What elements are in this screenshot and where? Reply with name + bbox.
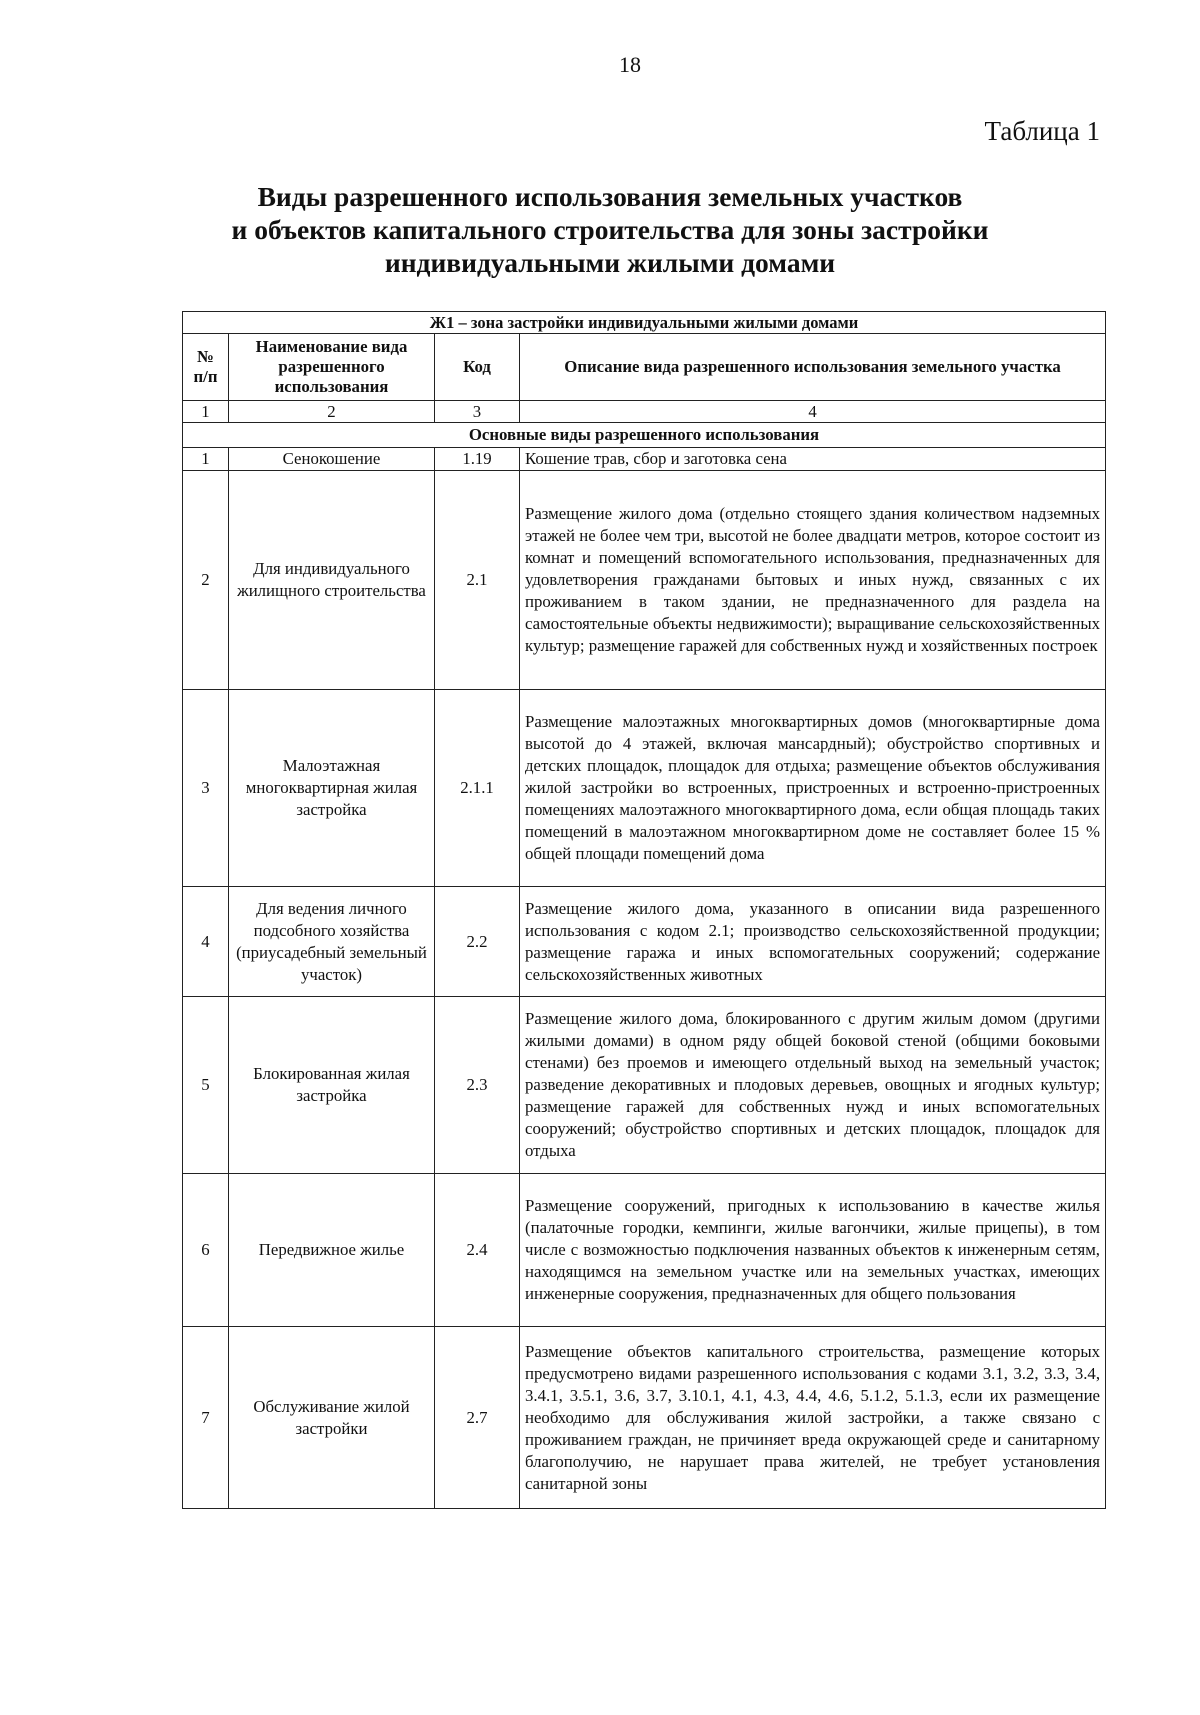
title-line: Виды разрешенного использования земельных участков xyxy=(257,181,963,212)
row-code: 2.1.1 xyxy=(435,690,520,887)
table-label: Таблица 1 xyxy=(984,116,1100,146)
title-line: и объектов капитального строительства для зоны застройки xyxy=(231,214,989,245)
page-number: 18 xyxy=(619,52,641,77)
row-description: Размещение малоэтажных многоквартирных домов (многоквартирные дома высотой до 4 этажей, включая мансардный); обустройство спортивных и детских площадок, площадок для отдыха; размещение объектов обслуживания жилой застройки во встроенных, пристроенных и встроенно-пристроенных помещениях малоэтажного многоквартирного дома, если общая площадь таких помещений в малоэтажном многоквартирном доме не составляет более 15 % общей площади помещений дома xyxy=(520,690,1106,887)
row-description: Размещение объектов капитального строительства, размещение которых предусмотрено видами разрешенного использования с кодами 3.1, 3.2, 3.3, 3.4, 3.4.1, 3.5.1, 3.6, 3.7, 3.10.1, 4.1, 4.3, 4.4, 4.6, 5.1.2, 5.1.3, если их размещение необходимо для обслуживания жилой застройки, а также связано с проживанием граждан, не причиняет вреда окружающей среде и санитарному благополучию, не нарушает права жителей, не требует установления санитарной зоны xyxy=(520,1327,1106,1509)
column-number: 4 xyxy=(520,401,1106,423)
row-name: Передвижное жилье xyxy=(229,1174,435,1327)
title-line: индивидуальными жилыми домами xyxy=(384,247,836,278)
column-header-row xyxy=(183,334,1106,401)
row-description: Размещение сооружений, пригодных к использованию в качестве жилья (палаточные городки, кемпинги, жилые вагончики, жилые прицепы), в том числе с возможностью подключения названных объектов к инженерным сетям, находящимся на земельном участке или на земельных участках, имеющих инженерные сооружения, предназначенных для общего пользования xyxy=(520,1174,1106,1327)
land-use-table xyxy=(182,311,1106,1509)
row-num: 6 xyxy=(183,1174,229,1327)
column-number: 2 xyxy=(229,401,435,423)
row-num: 5 xyxy=(183,997,229,1174)
section-title: Основные виды разрешенного использования xyxy=(183,423,1106,448)
row-description: Кошение трав, сбор и заготовка сена xyxy=(520,448,1106,471)
table-row xyxy=(183,1174,1106,1327)
table-row xyxy=(183,997,1106,1174)
header-code: Код xyxy=(435,334,520,401)
table-row xyxy=(183,690,1106,887)
zone-header-row xyxy=(183,312,1106,334)
row-description: Размещение жилого дома, указанного в описании вида разрешенного использования с кодом 2.1; производство сельскохозяйственной продукции; размещение гаража и иных вспомогательных сооружений; содержание сельскохозяйственных животных xyxy=(520,887,1106,997)
row-name: Сенокошение xyxy=(229,448,435,471)
document-title xyxy=(150,180,1070,279)
section-row xyxy=(183,423,1106,448)
row-num: 7 xyxy=(183,1327,229,1509)
header-num: № п/п xyxy=(183,334,229,401)
row-code: 2.3 xyxy=(435,997,520,1174)
row-description: Размещение жилого дома (отдельно стоящего здания количеством надземных этажей не более чем три, высотой не более двадцати метров, которое состоит из комнат и помещений вспомогательного использования, предназначенных для удовлетворения гражданами бытовых и иных нужд, связанных с их проживанием в таком здании, не предназначенного для раздела на самостоятельные объекты недвижимости); выращивание сельскохозяйственных культур; размещение гаражей для собственных нужд и хозяйственных построек xyxy=(520,471,1106,690)
table-row xyxy=(183,448,1106,471)
column-number: 3 xyxy=(435,401,520,423)
row-num: 4 xyxy=(183,887,229,997)
table-row xyxy=(183,1327,1106,1509)
row-name: Обслуживание жилой застройки xyxy=(229,1327,435,1509)
row-code: 2.2 xyxy=(435,887,520,997)
row-code: 2.4 xyxy=(435,1174,520,1327)
row-code: 2.1 xyxy=(435,471,520,690)
row-code: 1.19 xyxy=(435,448,520,471)
table-row xyxy=(183,471,1106,690)
header-description: Описание вида разрешенного использования земельного участка xyxy=(520,334,1106,401)
row-name: Малоэтажная многоквартирная жилая застройка xyxy=(229,690,435,887)
row-name: Для ведения личного подсобного хозяйства (приусадебный земельный участок) xyxy=(229,887,435,997)
row-code: 2.7 xyxy=(435,1327,520,1509)
column-number: 1 xyxy=(183,401,229,423)
header-name: Наименование вида разрешенного использования xyxy=(229,334,435,401)
row-num: 3 xyxy=(183,690,229,887)
row-num: 2 xyxy=(183,471,229,690)
zone-header: Ж1 – зона застройки индивидуальными жилыми домами xyxy=(183,312,1106,334)
row-description: Размещение жилого дома, блокированного с другим жилым домом (другими жилыми домами) в одном ряду общей боковой стеной (общими боковыми стенами) без проемов и имеющего отдельный выход на земельный участок; разведение декоративных и плодовых деревьев, овощных и ягодных культур; размещение гаражей для собственных нужд и иных вспомогательных сооружений; обустройство спортивных и детских площадок, площадок для отдыха xyxy=(520,997,1106,1174)
row-num: 1 xyxy=(183,448,229,471)
row-name: Блокированная жилая застройка xyxy=(229,997,435,1174)
column-number-row xyxy=(183,401,1106,423)
row-name: Для индивидуального жилищного строительства xyxy=(229,471,435,690)
table-row xyxy=(183,887,1106,997)
